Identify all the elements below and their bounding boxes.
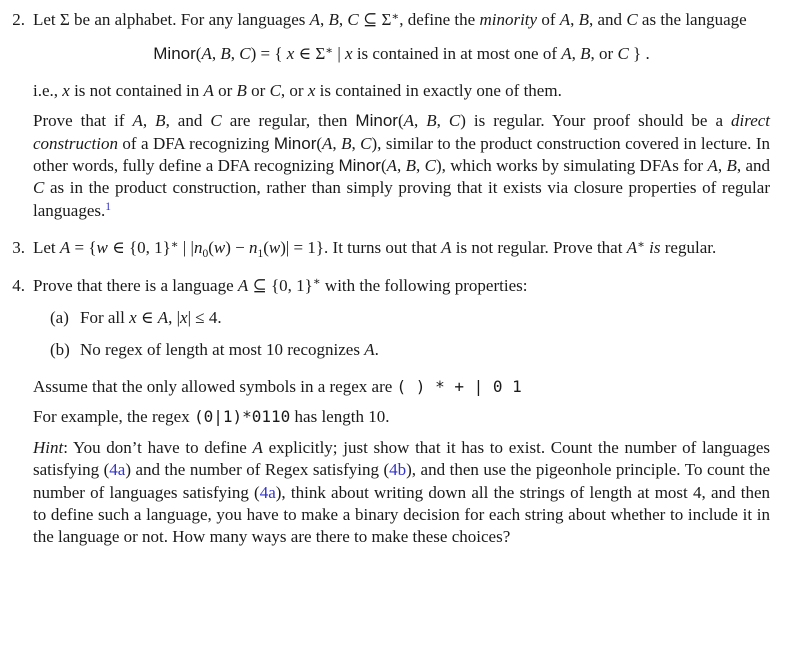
paragraph: [33, 110, 770, 222]
text-run: (: [208, 238, 214, 258]
text-run: Hint: [33, 437, 64, 457]
text-run: ,: [717, 156, 727, 176]
text-run: (0|1)*0110: [193, 407, 291, 427]
problem-number: 3.: [12, 238, 25, 258]
text-run: ), similar to the product construction covered in lecture. In other words, fully define a DFA recognizing: [33, 133, 771, 176]
text-run: ), which works by simulating DFAs for: [435, 156, 708, 176]
text-run: |: [333, 44, 346, 64]
text-run: A: [559, 10, 571, 29]
text-run: ∗: [312, 276, 321, 289]
text-run: B: [426, 111, 437, 131]
subitem: [33, 307, 770, 329]
text-run: as in the product construction, rather than simply proving that it exists via closure properties of regular languages.: [33, 178, 770, 220]
text-run: , define the: [399, 10, 480, 29]
text-run: ∈: [136, 308, 158, 328]
paragraph: [33, 406, 770, 428]
text-run: minority: [479, 10, 538, 29]
text-run: (: [397, 111, 404, 131]
text-run: B: [236, 80, 247, 100]
text-run: , or: [280, 80, 308, 100]
text-run: (: [316, 133, 323, 153]
text-run: Minor: [273, 133, 317, 153]
text-run: n: [248, 238, 258, 258]
text-run: of: [537, 10, 560, 29]
text-run: Minor: [153, 44, 196, 64]
text-run: A: [626, 238, 638, 258]
text-run: ,: [320, 10, 329, 29]
text-run: B: [220, 44, 231, 64]
text-run: Minor: [355, 111, 398, 131]
text-run: x: [129, 308, 137, 328]
text-run: or: [213, 80, 237, 100]
text-run: are regular, then: [221, 111, 356, 131]
paragraph: [33, 237, 770, 259]
text-run: is not contained in: [69, 80, 204, 100]
text-run: ) −: [225, 238, 249, 258]
paragraph: [33, 9, 770, 31]
text-run: x: [286, 44, 295, 64]
text-run: w: [213, 238, 226, 258]
text-run: ,: [211, 44, 221, 64]
text-run: , or: [590, 44, 618, 64]
ref-link[interactable]: 4b: [389, 460, 407, 480]
text-run: , |: [168, 308, 181, 328]
text-run: as the language: [637, 10, 747, 29]
text-run: A: [203, 80, 214, 100]
text-run: A: [309, 10, 320, 29]
text-run: ), think about writing down all the strings of length at most 4, and then to define such a language, you have to make a binary decision for each string about whether to include it in the language or not. How many ways are there to make these choices?: [33, 482, 770, 547]
text-run: Minor: [338, 156, 381, 176]
text-run: A: [132, 111, 143, 131]
text-run: Let: [33, 238, 60, 258]
text-run: | ≤ 4.: [187, 308, 222, 328]
text-run: (: [380, 156, 387, 176]
paragraph: [33, 80, 770, 102]
text-run: ∗: [391, 10, 400, 23]
text-run: : You don’t have to define: [63, 437, 253, 457]
text-run: w: [96, 238, 108, 258]
text-run: w: [268, 238, 281, 258]
text-run: C: [269, 80, 281, 100]
text-run: C: [626, 10, 638, 29]
text-run: C: [617, 44, 629, 64]
paragraph: [33, 275, 770, 297]
text-run: is contained in exactly one of them.: [315, 80, 562, 100]
problem-number: 2.: [12, 10, 25, 29]
text-run: } .: [628, 44, 650, 64]
text-run: , and: [589, 10, 627, 29]
subitem: [33, 339, 770, 361]
text-run: , and: [165, 111, 211, 131]
text-run: ∗: [325, 44, 334, 57]
text-run: x: [307, 80, 316, 100]
text-run: C: [239, 44, 251, 64]
text-run: B: [341, 133, 352, 153]
text-run: ,: [332, 133, 342, 153]
text-run: A: [403, 111, 414, 131]
text-run: is contained in at most one of: [352, 44, 562, 64]
text-run: x: [345, 44, 353, 64]
text-run: A: [59, 238, 71, 258]
text-run: B: [726, 156, 737, 176]
text-run: For all: [80, 308, 130, 328]
footnote-link[interactable]: 1: [105, 201, 111, 214]
text-run: 1: [257, 247, 264, 260]
text-run: A: [252, 437, 263, 457]
text-run: A: [322, 133, 333, 153]
text-run: n: [193, 238, 203, 258]
text-run: Prove that there is a language: [33, 275, 238, 295]
text-run: , and: [736, 156, 770, 176]
text-run: ,: [571, 44, 581, 64]
problem-item: [0, 9, 770, 222]
text-run: or: [246, 80, 270, 100]
text-run: C: [424, 156, 436, 176]
text-run: ,: [338, 10, 348, 29]
text-run: is not regular. Prove that: [451, 238, 627, 258]
text-run: ∗: [637, 238, 645, 251]
text-run: Assume that the only allowed symbols in a regex are: [33, 376, 397, 396]
paragraph: [33, 376, 770, 398]
text-run: of a DFA recognizing: [118, 133, 274, 153]
text-run: ,: [414, 111, 427, 131]
text-run: ,: [436, 111, 449, 131]
text-run: ) is regular. Your proof should be a: [460, 111, 731, 131]
text-run: (: [263, 238, 269, 258]
text-run: ,: [397, 156, 406, 176]
subitem-label: (b): [50, 340, 70, 360]
text-run: B: [405, 156, 417, 176]
text-run: Let Σ be an alphabet. For any languages: [33, 10, 310, 29]
text-run: has length 10.: [290, 407, 390, 427]
text-run: with the following properties:: [320, 275, 528, 295]
text-run: ( ) * + | 0 1: [396, 376, 522, 396]
text-run: No regex of length at most 10 recognizes: [80, 340, 365, 360]
display-equation: [33, 43, 770, 65]
text-run: | |: [178, 238, 194, 258]
text-run: x: [62, 80, 70, 100]
text-run: B: [328, 10, 339, 29]
text-run: ,: [416, 156, 425, 176]
text-run: x: [180, 308, 188, 328]
text-run: ) = {: [250, 44, 287, 64]
problem-item: [0, 237, 770, 259]
text-run: .: [374, 340, 379, 360]
paragraph: [33, 437, 770, 549]
text-run: ,: [351, 133, 361, 153]
text-run: is: [649, 238, 661, 258]
text-run: ⊆ {0, 1}: [248, 275, 313, 295]
text-run: ), and then use the pigeonhole principle. To count the number of languages satisfying (: [33, 460, 770, 502]
text-run: Prove that if: [33, 111, 133, 131]
text-run: ,: [142, 111, 156, 131]
text-run: (: [195, 44, 202, 64]
problem-item: [0, 275, 770, 549]
text-run: )| = 1}. It turns out that: [280, 238, 442, 258]
text-run: ,: [230, 44, 240, 64]
text-run: C: [360, 133, 372, 153]
text-run: A: [386, 156, 398, 176]
text-run: ∈ Σ: [294, 44, 326, 64]
text-run: ) and the number of Regex satisfying (: [125, 460, 390, 480]
text-run: direct construction: [33, 111, 771, 153]
text-run: ⊆ Σ: [358, 10, 392, 29]
text-run: A: [441, 238, 452, 258]
text-run: A: [157, 308, 169, 328]
text-run: B: [580, 44, 591, 64]
text-run: C: [448, 111, 461, 131]
text-run: regular.: [660, 238, 717, 258]
ref-link[interactable]: 4a: [109, 460, 126, 480]
text-run: ∈ {0, 1}: [107, 238, 171, 258]
text-run: i.e.,: [33, 80, 63, 100]
text-run: B: [578, 10, 590, 29]
text-run: For example, the regex: [33, 407, 194, 427]
text-run: B: [155, 111, 166, 131]
text-run: ,: [570, 10, 579, 29]
text-run: C: [33, 178, 45, 198]
text-run: A: [707, 156, 718, 176]
text-run: C: [347, 10, 359, 29]
ref-link[interactable]: 4a: [259, 482, 276, 502]
text-run: = {: [70, 238, 97, 258]
text-run: C: [210, 111, 222, 131]
text-run: A: [201, 44, 212, 64]
text-run: explicitly; just show that it has to exist. Count the number of languages satisfying (: [33, 437, 770, 480]
text-run: A: [364, 340, 375, 360]
subitem-label: (a): [50, 308, 69, 328]
text-run: ∗: [170, 238, 179, 251]
text-run: A: [237, 275, 249, 295]
text-run: 0: [202, 247, 209, 260]
problem-number: 4.: [12, 275, 25, 295]
text-run: A: [561, 44, 572, 64]
